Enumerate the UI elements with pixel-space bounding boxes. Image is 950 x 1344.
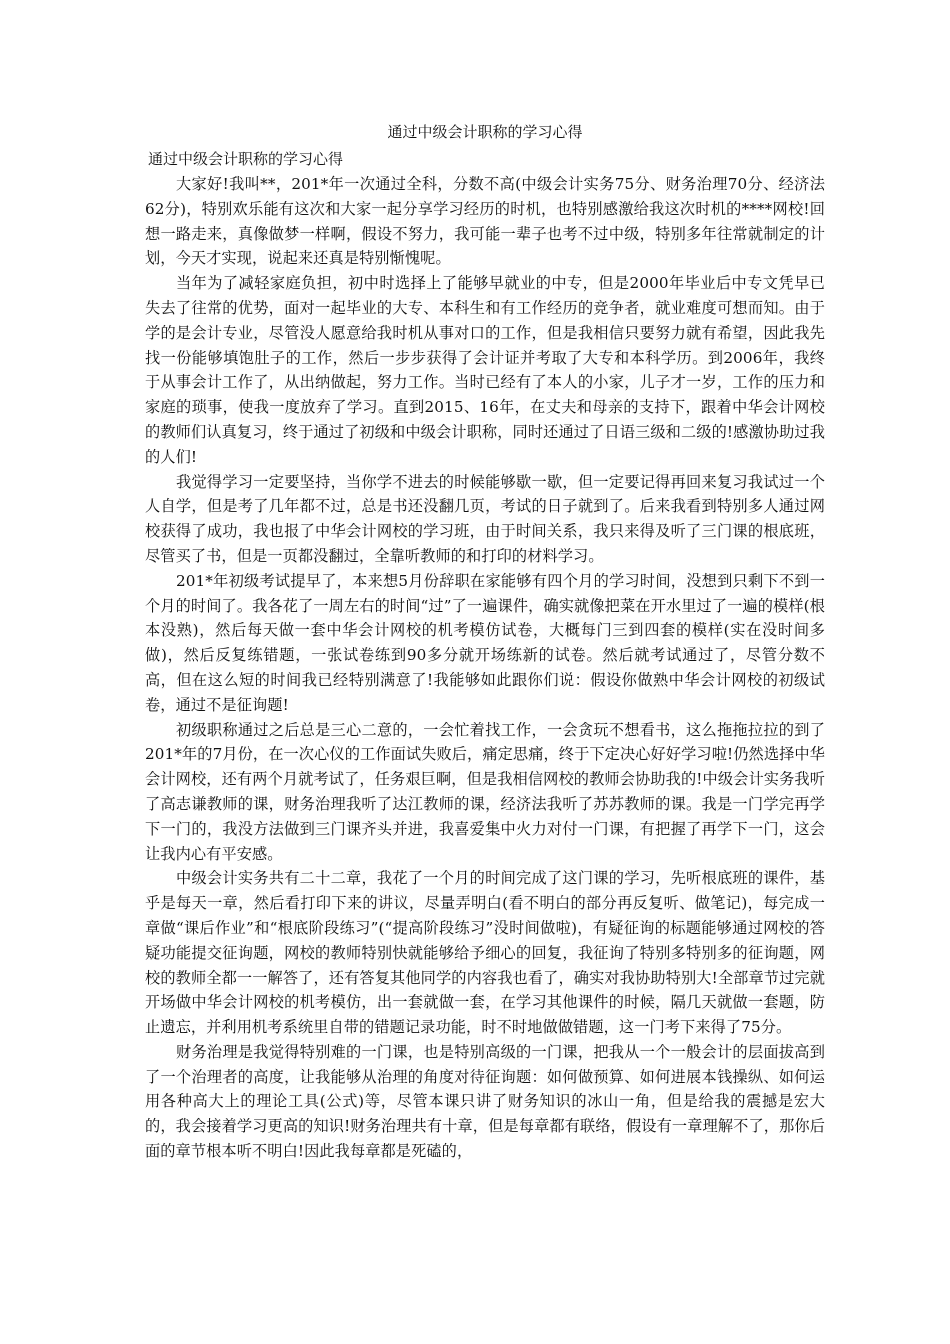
paragraph-5: 初级职称通过之后总是三心二意的，一会忙着找工作，一会贪玩不想看书，这么拖拖拉拉的到了201*年的7月份，在一次心仪的工作面试失败后，痛定思痛，终于下定决心好好学习啦!仍然选择中华会计网校，还有两个月就考试了，任务艰巨啊，但是我相信网校的教师会协助我的!中级会计实务我听了高志谦教师的课，财务治理我听了达江教师的课，经济法我听了苏苏教师的课。我是一门学完再学下一门的，我没方法做到三门课齐头并进，我喜爱集中火力对付一门课，有把握了再学下一门，这会让我内心有平安感。	[145, 720, 825, 863]
document-page	[145, 120, 825, 1164]
paragraph-2: 当年为了减轻家庭负担，初中时选择上了能够早就业的中专，但是2000年毕业后中专文凭早已失去了往常的优势，面对一起毕业的大专、本科生和有工作经历的竞争者，就业难度可想而知。由于学的是会计专业，尽管没人愿意给我时机从事对口的工作，但是我相信只要努力就有希望，因此我先找一份能够填饱肚子的工作，然后一步步获得了会计证并考取了大专和本科学历。到2006年，我终于从事会计工作了，从出纳做起，努力工作。当时已经有了本人的小家，儿子才一岁，工作的压力和家庭的琐事，使我一度放弃了学习。直到2015、16年，在丈夫和母亲的支持下，跟着中华会计网校的教师们认真复习，终于通过了初级和中级会计职称，同时还通过了日语三级和二级的!感激协助过我的人们!	[145, 274, 825, 466]
paragraph-4: 201*年初级考试提早了，本来想5月份辞职在家能够有四个月的学习时间，没想到只剩下不到一个月的时间了。我各花了一周左右的时间“过”了一遍课件，确实就像把菜在开水里过了一遍的模样(根本没熟)，然后每天做一套中华会计网校的机考模仿试卷，大概每门三到四套的模样(实在没时间多做)，然后反复练错题，一张试卷练到90多分就开场练新的试卷。然后就考试通过了，尽管分数不高，但在这么短的时间我已经特别满意了!我能够如此跟你们说：假设你做熟中华会计网校的初级试卷，通过不是征询题!	[145, 571, 826, 714]
paragraph-6: 中级会计实务共有二十二章，我花了一个月的时间完成了这门课的学习，先听根底班的课件，基乎是每天一章，然后看打印下来的讲议，尽量弄明白(看不明白的部分再反复听、做笔记)，每完成一章做“课后作业”和“根底阶段练习”(“提高阶段练习”没时间做啦)，有疑征询的标题能够通过网校的答疑功能提交征询题，网校的教师特别快就能够给予细心的回复，我征询了特别多特别多的征询题，网校的教师全都一一解答了，还有答复其他同学的内容我也看了，确实对我协助特别大!全部章节过完就开场做中华会计网校的机考模仿，出一套就做一套，在学习其他课件的时候，隔几天就做一套题，防止遗忘，并利用机考系统里自带的错题记录功能，时不时地做做错题，这一门考下来得了75分。	[145, 869, 825, 1037]
paragraph-7: 财务治理是我觉得特别难的一门课，也是特别高级的一门课，把我从一个一般会计的层面拔高到了一个治理者的高度，让我能够从治理的角度对待征询题：如何做预算、如何进展本钱操纵、如何运用各种高大上的理论工具(公式)等，尽管本课只讲了财务知识的冰山一角，但是给我的震撼是宏大的，我会接着学习更高的知识!财务治理共有十章，但是每章都有联络，假设有一章理解不了，那你后面的章节根本听不明白!因此我每章都是死磕的，	[145, 1042, 825, 1161]
document-title: 通过中级会计职称的学习心得	[387, 123, 583, 141]
document-subtitle: 通过中级会计职称的学习心得	[148, 150, 344, 168]
paragraph-3: 我觉得学习一定要坚持，当你学不进去的时候能够歇一歇，但一定要记得再回来复习我试过一个人自学，但是考了几年都不过，总是书还没翻几页，考试的日子就到了。后来我看到特别多人通过网校获得了成功，我也报了中华会计网校的学习班，由于时间关系，我只来得及听了三门课的根底班，尽管买了书，但是一页都没翻过，全靠听教师的和打印的材料学习。	[145, 472, 825, 565]
paragraph-1: 大家好!我叫**，201*年一次通过全科，分数不高(中级会计实务75分、财务治理70分、经济法62分)，特别欢乐能有这次和大家一起分享学习经历的时机，也特别感激给我这次时机的****网校!回想一路走来，真像做梦一样啊，假设不努力，我可能一辈子也考不过中级，特别多年往常就制定的计划，今天才实现，说起来还真是特别惭愧呢。	[145, 175, 825, 268]
